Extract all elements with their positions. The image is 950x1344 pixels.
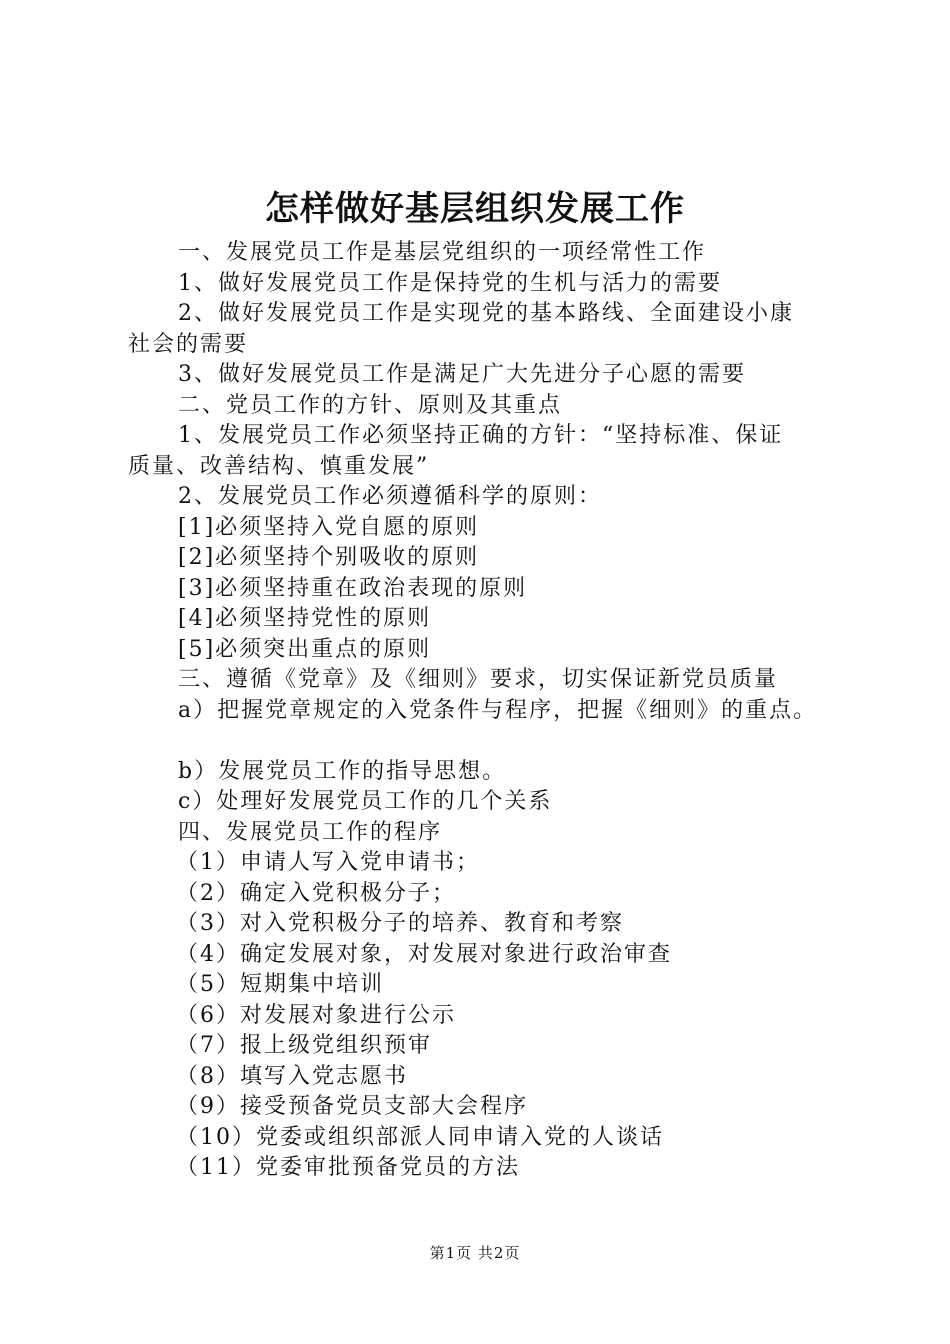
principle-item: [4]必须坚持党性的原则	[178, 606, 432, 631]
blank-line	[128, 726, 840, 757]
paragraph-line-continuation: 质量、改善结构、慎重发展”	[128, 453, 430, 479]
section-heading-1: 一、发展党员工作是基层党组织的一项经常性工作	[178, 240, 707, 265]
procedure-step: （1）申请人写入党申请书；	[176, 850, 480, 875]
principle-item: [1]必须坚持入党自愿的原则	[178, 514, 480, 540]
procedure-step: （2）确定入党积极分子；	[176, 880, 456, 906]
document-title: 怎样做好基层组织发展工作	[265, 189, 685, 229]
paragraph-line: 1、发展党员工作必须坚持正确的方针：“坚持标准、保证	[178, 423, 784, 448]
procedure-step: （10）党委或组织部派人同申请入党的人谈话	[176, 1124, 664, 1150]
procedure-step: （9）接受预备党员支部大会程序	[176, 1094, 528, 1119]
paragraph-line: 2、做好发展党员工作是实现党的基本路线、全面建设小康	[178, 301, 794, 326]
principle-item: [5]必须突出重点的原则	[178, 636, 432, 662]
paragraph-line: 2、发展党员工作必须遵循科学的原则：	[178, 484, 602, 509]
section-heading-3: 三、遵循《党章》及《细则》要求，切实保证新党员质量	[178, 667, 779, 692]
procedure-step: （11）党委审批预备党员的方法	[176, 1155, 520, 1180]
paragraph-line: a）把握党章规定的入党条件与程序，把握《细则》的重点。	[178, 697, 818, 723]
section-heading-2: 二、党员工作的方针、原则及其重点	[178, 392, 563, 418]
principle-item: [2]必须坚持个别吸收的原则	[178, 545, 480, 570]
procedure-step: （5）短期集中培训	[176, 972, 384, 997]
procedure-step: （4）确定发展对象，对发展对象进行政治审查	[176, 941, 672, 967]
document-body	[128, 238, 840, 1184]
section-heading-4: 四、发展党员工作的程序	[178, 819, 443, 845]
paragraph-line: 1、做好发展党员工作是保持党的生机与活力的需要	[178, 270, 722, 296]
paragraph-line: c）处理好发展党员工作的几个关系	[178, 789, 553, 814]
page-footer: 第1页 共2页	[429, 1244, 521, 1262]
paragraph-line: 3、做好发展党员工作是满足广大先进分子心愿的需要	[178, 362, 746, 387]
procedure-step: （8）填写入党志愿书	[176, 1063, 408, 1089]
procedure-step: （7）报上级党组织预审	[176, 1033, 432, 1058]
procedure-step: （3）对入党积极分子的培养、教育和考察	[176, 911, 624, 936]
paragraph-line: b）发展党员工作的指导思想。	[178, 758, 507, 784]
procedure-step: （6）对发展对象进行公示	[176, 1002, 456, 1028]
principle-item: [3]必须坚持重在政治表现的原则	[178, 575, 528, 601]
paragraph-line-continuation: 社会的需要	[128, 331, 249, 357]
